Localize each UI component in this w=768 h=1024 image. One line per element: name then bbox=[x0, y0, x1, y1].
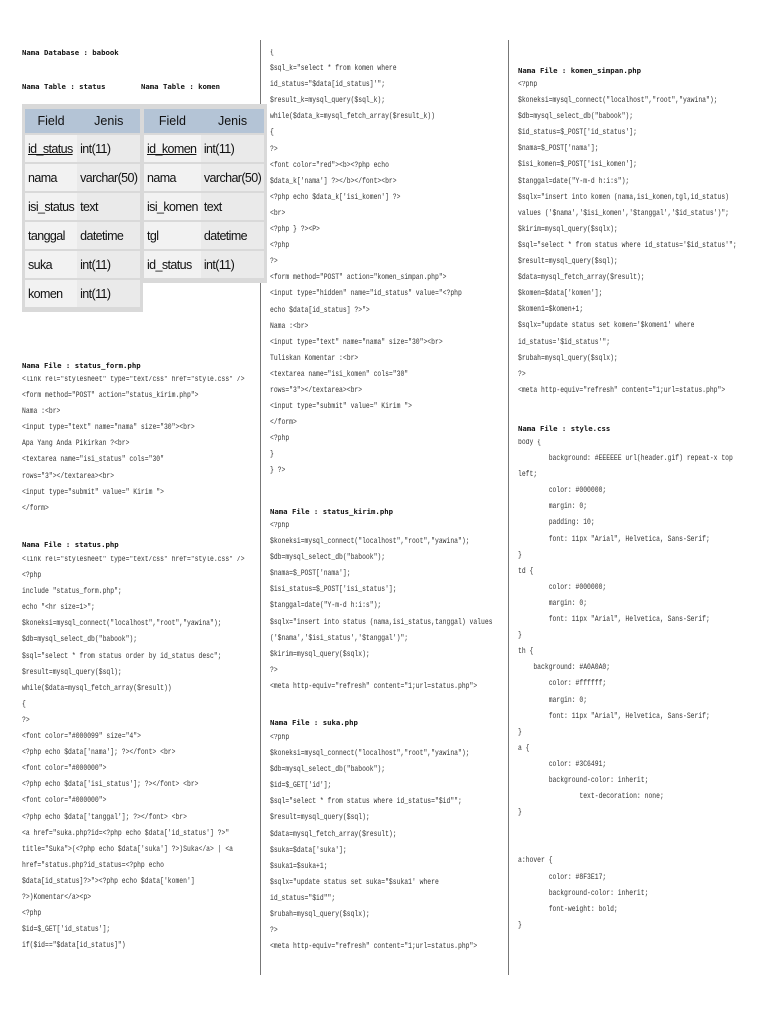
field-cell: id_status bbox=[144, 251, 201, 278]
suka-code: <?php $koneksi=mysql_connect("localhost","root","yawina"); $db=mysql_select_db("babook"); $id=$_GET['id']; $sql="select * from status where id_status="$id""; $result=mysql_query($sql); $data=mysql_fetch_array($result); $suka=$data['suka']; $suka1=$suka+1; $sqlx="update status set suka="$suka1' where id_status="$id""; $rubah=mysql_query($sqlx); ?> <meta http-equiv="refresh" content="1;url=status.php"> bbox=[270, 734, 478, 952]
type-cell: varchar(50) bbox=[77, 164, 140, 191]
column-divider-right bbox=[508, 40, 509, 975]
status-code: <link rel="stylesheet" type="text/css" href="style.css" /> <?php include "status_form.php"; echo "<hr size=1>"; $koneksi=mysql_connect("localhost","root","yawina"); $db=mysql_select_db("babook"); $sql="select * from status order by id_status desc"; $result=mysql_query($sql); while($data=mysql_fetch_array($result)) { ?> <font color="#000099" size="4"> <?php echo $data['nama']; ?></font> <br> <font color="#000000"> <?php echo $data['isi_status']; ?></font> <br> <font color="#000000"> <?php echo $data['tanggal']; ?></font> <br> <a href="suka.php?id=<?php echo $data['id_status'] ?>" title="Suka">(<?php echo $data['suka'] ?>)Suka</a> | <a href="status.php?id_status=<?php echo $data[id_status]?>"><?php echo $data['komen'] ?>)Komentar</a><p> <?php $id=$_GET['id_status']; if($id=="$data[id_status]") bbox=[22, 556, 245, 951]
type-cell: text bbox=[201, 193, 264, 220]
field-cell: nama bbox=[144, 164, 201, 191]
field-cell: tgl bbox=[144, 222, 201, 249]
table-komen-header-jenis: Jenis bbox=[201, 109, 264, 133]
schema-tables bbox=[22, 82, 262, 322]
field-cell: tanggal bbox=[25, 222, 77, 249]
table-row bbox=[25, 193, 140, 220]
type-cell: int(11) bbox=[77, 135, 140, 162]
komen-simpan-title: Nama File : komen_simpan.php bbox=[518, 66, 642, 75]
database-label: Nama Database : babook bbox=[22, 48, 119, 57]
table-status-grid bbox=[22, 104, 143, 312]
table-status-header-jenis: Jenis bbox=[77, 109, 140, 133]
table-komen-grid bbox=[141, 104, 267, 283]
table-komen-caption: Nama Table : komen bbox=[141, 82, 221, 91]
status-form-title: Nama File : status_form.php bbox=[22, 361, 141, 370]
status-kirim-code: <?php $koneksi=mysql_connect("localhost","root","yawina"); $db=mysql_select_db("babook"); $nama=$_POST['nama']; $isi_status=$_POST['isi_status']; $tanggal=date("Y-m-d h:i:s"); $sqlx="insert into status (nama,isi_status,tanggal) values ('$nama','$isi_status','$tanggal')"; $kirim=mysql_query($sqlx); ?> <meta http-equiv="refresh" content="1;url=status.php"> bbox=[270, 522, 493, 691]
table-row bbox=[144, 251, 264, 278]
table-row bbox=[25, 135, 140, 162]
style-css-code: body { background: #EEEEEE url(header.gif) repeat-x top left; color: #000000; margin: 0; padding: 10; font: 11px "Arial", Helvetica, Sans-Serif; } td { color: #000000; margin: 0; font: 11px "Arial", Helvetica, Sans-Serif; } th { background: #A0A0A0; color: #ffffff; margin: 0; font: 11px "Arial", Helvetica, Sans-Serif; } a { color: #3C6491; background-color: inherit; text-decoration: none; } a:hover { color: #8F3E17; background-color: inherit; font-weight: bold; } bbox=[518, 439, 733, 930]
field-cell: suka bbox=[25, 251, 77, 278]
status-kirim-title: Nama File : status_kirim.php bbox=[270, 507, 394, 516]
type-cell: int(11) bbox=[77, 280, 140, 307]
field-cell: nama bbox=[25, 164, 77, 191]
status-title: Nama File : status.php bbox=[22, 540, 119, 549]
table-komen bbox=[141, 82, 262, 272]
type-cell: int(11) bbox=[201, 251, 264, 278]
field-cell: komen bbox=[25, 280, 77, 307]
status-code-continued: { $sql_k="select * from komen where id_status="$data[id_status]'"; $result_k=mysql_query($sql_k); while($data_k=mysql_fetch_array($result_k)) { ?> <font color="red"><b><?php echo $data_k['nama'] ?></b></font><br> <?php echo $data_k['isi_komen'] ?> <br> <?php } ?><P> <?php ?> <form method="POST" action="komen_simpan.php"> <input type="hidden" name="id_status" value="<?php echo $data[id_status] ?>"> Nama :<br> <input type="text" name="nama" size="30"><br> Tuliskan Komentar :<br> <textarea name="isi_komen" cols="30" rows="3"></textarea><br> <input type="submit" value=" Kirim "> </form> <?php } } ?> bbox=[270, 49, 462, 476]
table-komen-header-field: Field bbox=[144, 109, 201, 133]
table-row bbox=[144, 222, 264, 249]
type-cell: text bbox=[77, 193, 140, 220]
type-cell: varchar(50) bbox=[201, 164, 264, 191]
type-cell: int(11) bbox=[201, 135, 264, 162]
field-cell: id_status bbox=[25, 135, 77, 162]
table-row bbox=[25, 251, 140, 278]
table-status-header-field: Field bbox=[25, 109, 77, 133]
table-row bbox=[25, 222, 140, 249]
type-cell: datetime bbox=[201, 222, 264, 249]
column-3 bbox=[518, 0, 748, 980]
suka-title: Nama File : suka.php bbox=[270, 718, 358, 727]
type-cell: datetime bbox=[77, 222, 140, 249]
table-status-caption: Nama Table : status bbox=[22, 82, 106, 91]
table-row bbox=[25, 164, 140, 191]
field-cell: isi_status bbox=[25, 193, 77, 220]
table-row bbox=[25, 280, 140, 307]
field-cell: isi_komen bbox=[144, 193, 201, 220]
table-row bbox=[144, 135, 264, 162]
status-form-code: <link rel="stylesheet" type="text/css" href="style.css" /> <form method="POST" action="status_kirim.php"> Nama :<br> <input type="text" name="nama" size="30"><br> Apa Yang Anda Pikirkan ?<br> <textarea name="isi_status" cols="30" rows="3"></textarea><br> <input type="submit" value=" Kirim "> </form> bbox=[22, 376, 245, 513]
type-cell: int(11) bbox=[77, 251, 140, 278]
column-1 bbox=[22, 0, 262, 980]
table-status bbox=[22, 82, 138, 301]
style-css-title: Nama File : style.css bbox=[518, 424, 611, 433]
table-row bbox=[144, 193, 264, 220]
field-cell: id_komen bbox=[144, 135, 201, 162]
table-row bbox=[144, 164, 264, 191]
column-2 bbox=[270, 0, 496, 980]
komen-simpan-code: <?php $koneksi=mysql_connect("localhost","root","yawina"); $db=mysql_select_db("babook"); $id_status=$_POST['id_status']; $nama=$_POST['nama']; $isi_komen=$_POST['isi_komen']; $tanggal=date("Y-m-d h:i:s"); $sqlx="insert into komen (nama,isi_komen,tgl,id_status) values ('$nama','$isi_komen','$tanggal','$id_status')"; $kirim=mysql_query($sqlx); $sql="select * from status where id_status='$id_status'"; $result=mysql_query($sql); $data=mysql_fetch_array($result); $komen=$data['komen']; $komen1=$komen+1; $sqlx="update status set komen='$komen1' where id_status='$id_status'"; $rubah=mysql_query($sqlx); ?> <meta http-equiv="refresh" content="1;url=status.php"> bbox=[518, 81, 737, 395]
